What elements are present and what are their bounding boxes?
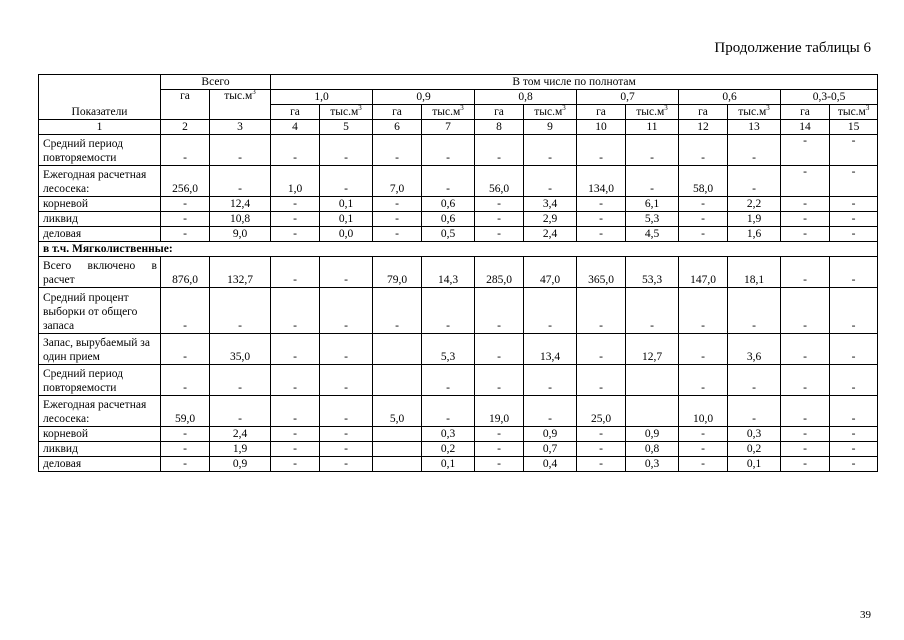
table-cell: - xyxy=(161,212,210,227)
table-cell: 134,0 xyxy=(577,166,626,197)
table-cell: - xyxy=(271,227,320,242)
table-cell: 0,6 xyxy=(422,212,475,227)
table-cell: - xyxy=(781,334,830,365)
table-cell: - xyxy=(830,227,878,242)
table-cell: - xyxy=(728,135,781,166)
unit-ha-header: га xyxy=(781,105,830,120)
table-cell: 59,0 xyxy=(161,396,210,427)
table-cell: 2,4 xyxy=(524,227,577,242)
table-cell: - xyxy=(577,288,626,334)
indicators-header: Показатели xyxy=(39,75,161,120)
table-cell: - xyxy=(728,365,781,396)
table-cell: 2,9 xyxy=(524,212,577,227)
table-cell: - xyxy=(830,257,878,288)
density-header: 0,3-0,5 xyxy=(781,90,878,105)
table-cell: 256,0 xyxy=(161,166,210,197)
table-cell: - xyxy=(679,442,728,457)
table-row xyxy=(39,166,878,197)
table-cell: - xyxy=(830,288,878,334)
table-cell: - xyxy=(320,288,373,334)
unit-vol-header: $тыс.м^3$ xyxy=(830,105,878,120)
unit-vol-header: $тыс.м^3$ xyxy=(626,105,679,120)
table-cell: - xyxy=(626,135,679,166)
total-ha-header: га xyxy=(161,90,210,120)
table-cell: 2,2 xyxy=(728,197,781,212)
table-cell: 0,1 xyxy=(422,457,475,472)
table-cell: - xyxy=(210,365,271,396)
table-cell: - xyxy=(577,197,626,212)
row-label: ликвид xyxy=(39,442,161,457)
header-row-1 xyxy=(39,75,878,90)
table-cell: - xyxy=(577,334,626,365)
table-cell: 1,0 xyxy=(271,166,320,197)
table-cell: - xyxy=(161,365,210,396)
table-cell: - xyxy=(679,457,728,472)
column-number: 15 xyxy=(830,120,878,135)
table-cell: 5,0 xyxy=(373,396,422,427)
table-cell: - xyxy=(781,197,830,212)
row-label: Ежегодная расчетная лесосека: xyxy=(39,166,161,197)
table-cell: - xyxy=(422,135,475,166)
table-caption: Продолжение таблицы 6 xyxy=(714,40,871,56)
table-cell: 25,0 xyxy=(577,396,626,427)
table-row xyxy=(39,212,878,227)
table-cell: 0,1 xyxy=(320,197,373,212)
table-cell: - xyxy=(577,227,626,242)
table-cell: - xyxy=(728,396,781,427)
table-cell: - xyxy=(373,197,422,212)
table-cell: 56,0 xyxy=(475,166,524,197)
table-row xyxy=(39,457,878,472)
row-label: Ежегодная расчетная лесосека: xyxy=(39,396,161,427)
table-cell: - xyxy=(781,457,830,472)
table-cell: - xyxy=(271,197,320,212)
table-cell: 285,0 xyxy=(475,257,524,288)
table-cell: - xyxy=(161,457,210,472)
table-cell: - xyxy=(577,365,626,396)
column-number: 9 xyxy=(524,120,577,135)
table-cell: - xyxy=(475,365,524,396)
table-cell: - xyxy=(320,365,373,396)
table-cell: - xyxy=(577,457,626,472)
column-number-row xyxy=(39,120,878,135)
table-row xyxy=(39,197,878,212)
row-label: Всего включено в расчет xyxy=(39,257,161,288)
table-cell: 12,7 xyxy=(626,334,679,365)
row-label: Средний процент выборки от общего запаса xyxy=(39,288,161,334)
table-cell: - xyxy=(781,166,830,197)
density-header: 0,8 xyxy=(475,90,577,105)
table-cell: - xyxy=(161,427,210,442)
table-cell: - xyxy=(728,166,781,197)
table-cell: 58,0 xyxy=(679,166,728,197)
table-cell: 876,0 xyxy=(161,257,210,288)
table-cell: 0,0 xyxy=(320,227,373,242)
table-cell: - xyxy=(271,288,320,334)
table-row xyxy=(39,288,878,334)
table-cell: - xyxy=(422,288,475,334)
table-cell: - xyxy=(271,396,320,427)
table-cell: 132,7 xyxy=(210,257,271,288)
table-cell: - xyxy=(161,288,210,334)
table-cell: - xyxy=(475,197,524,212)
table-cell: 0,7 xyxy=(524,442,577,457)
row-label: Средний период повторяемости xyxy=(39,135,161,166)
table-cell: - xyxy=(161,334,210,365)
table-cell: - xyxy=(781,396,830,427)
table-cell: 3,4 xyxy=(524,197,577,212)
table-cell: - xyxy=(679,365,728,396)
table-cell: 365,0 xyxy=(577,257,626,288)
table-cell: - xyxy=(422,166,475,197)
table-cell: - xyxy=(475,227,524,242)
column-number: 3 xyxy=(210,120,271,135)
table-cell: - xyxy=(524,365,577,396)
table-cell: - xyxy=(161,135,210,166)
table-cell xyxy=(626,365,679,396)
table-cell: 1,9 xyxy=(728,212,781,227)
table-cell: - xyxy=(577,442,626,457)
table-row xyxy=(39,396,878,427)
table-cell: 5,3 xyxy=(422,334,475,365)
unit-ha-header: га xyxy=(373,105,422,120)
table-row xyxy=(39,227,878,242)
table-cell: 13,4 xyxy=(524,334,577,365)
unit-vol-header: $тыс.м^3$ xyxy=(320,105,373,120)
unit-ha-header: га xyxy=(679,105,728,120)
table-cell: - xyxy=(320,427,373,442)
row-label: деловая xyxy=(39,457,161,472)
table-cell: 35,0 xyxy=(210,334,271,365)
table-cell: - xyxy=(210,166,271,197)
table-cell: - xyxy=(373,227,422,242)
table-row xyxy=(39,365,878,396)
table-cell: - xyxy=(475,427,524,442)
density-header: 0,9 xyxy=(373,90,475,105)
table-cell: - xyxy=(577,135,626,166)
table-cell: 6,1 xyxy=(626,197,679,212)
table-cell: - xyxy=(679,227,728,242)
table-cell: - xyxy=(320,257,373,288)
table-cell: - xyxy=(830,197,878,212)
table-row xyxy=(39,427,878,442)
total-header: Всего xyxy=(161,75,271,90)
table-cell: - xyxy=(781,442,830,457)
table-cell: - xyxy=(320,166,373,197)
column-number: 8 xyxy=(475,120,524,135)
table-cell: 0,1 xyxy=(728,457,781,472)
table-cell: - xyxy=(422,396,475,427)
unit-vol-header: $тыс.м^3$ xyxy=(728,105,781,120)
table-cell: - xyxy=(161,227,210,242)
table-cell: - xyxy=(271,135,320,166)
table-cell: - xyxy=(577,427,626,442)
section-title: в т.ч. Мягколиственные: xyxy=(39,242,878,257)
header-row-2 xyxy=(39,90,878,105)
table-cell: - xyxy=(679,288,728,334)
row-label: ликвид xyxy=(39,212,161,227)
table-cell: - xyxy=(422,365,475,396)
table-cell: - xyxy=(679,427,728,442)
total-vol-header: $тыс.м^3$ xyxy=(210,90,271,120)
table-cell: - xyxy=(320,135,373,166)
table-cell: - xyxy=(830,396,878,427)
density-header: 0,7 xyxy=(577,90,679,105)
table-cell: - xyxy=(577,212,626,227)
table-cell xyxy=(373,427,422,442)
section-row xyxy=(39,242,878,257)
table-cell: 2,4 xyxy=(210,427,271,442)
table-cell xyxy=(373,442,422,457)
table-cell: 0,9 xyxy=(210,457,271,472)
table-cell: 18,1 xyxy=(728,257,781,288)
table-cell: - xyxy=(524,135,577,166)
table-cell: - xyxy=(210,288,271,334)
table-cell: - xyxy=(728,288,781,334)
table-cell: - xyxy=(161,197,210,212)
table-cell: - xyxy=(679,334,728,365)
column-number: 14 xyxy=(781,120,830,135)
table-cell: - xyxy=(781,227,830,242)
column-number: 2 xyxy=(161,120,210,135)
table-cell: - xyxy=(679,197,728,212)
table-cell: - xyxy=(271,427,320,442)
table-cell: - xyxy=(781,427,830,442)
density-header: 1,0 xyxy=(271,90,373,105)
table-cell: 10,0 xyxy=(679,396,728,427)
table-cell: 147,0 xyxy=(679,257,728,288)
table-cell: - xyxy=(475,457,524,472)
table-cell: 79,0 xyxy=(373,257,422,288)
table-cell: 10,8 xyxy=(210,212,271,227)
table-row xyxy=(39,135,878,166)
row-label: Запас, вырубаемый за один прием xyxy=(39,334,161,365)
table-cell xyxy=(626,396,679,427)
table-cell: - xyxy=(320,442,373,457)
unit-vol-header: $тыс.м^3$ xyxy=(422,105,475,120)
data-table xyxy=(38,74,878,472)
column-number: 11 xyxy=(626,120,679,135)
table-cell: - xyxy=(524,396,577,427)
table-cell: 0,2 xyxy=(422,442,475,457)
table-cell: - xyxy=(830,135,878,166)
unit-ha-header: га xyxy=(475,105,524,120)
table-cell: 47,0 xyxy=(524,257,577,288)
table-cell: - xyxy=(271,365,320,396)
row-label: корневой xyxy=(39,197,161,212)
unit-ha-header: га xyxy=(577,105,626,120)
column-number: 6 xyxy=(373,120,422,135)
table-cell: 3,6 xyxy=(728,334,781,365)
table-cell: - xyxy=(271,257,320,288)
table-cell: - xyxy=(373,212,422,227)
table-cell: 4,5 xyxy=(626,227,679,242)
table-cell: - xyxy=(320,457,373,472)
table-cell: 12,4 xyxy=(210,197,271,212)
column-number: 5 xyxy=(320,120,373,135)
table-cell xyxy=(373,334,422,365)
table-cell: - xyxy=(271,212,320,227)
table-cell: - xyxy=(830,365,878,396)
table-row xyxy=(39,257,878,288)
table-cell: 14,3 xyxy=(422,257,475,288)
table-cell: 0,8 xyxy=(626,442,679,457)
table-cell: - xyxy=(475,135,524,166)
table-cell: - xyxy=(781,257,830,288)
table-cell: 5,3 xyxy=(626,212,679,227)
table-cell: 0,9 xyxy=(524,427,577,442)
table-cell: 9,0 xyxy=(210,227,271,242)
table-cell: - xyxy=(781,212,830,227)
table-cell: - xyxy=(271,457,320,472)
column-number: 12 xyxy=(679,120,728,135)
table-cell xyxy=(373,457,422,472)
table-cell: 7,0 xyxy=(373,166,422,197)
table-cell: - xyxy=(320,396,373,427)
table-cell: - xyxy=(830,442,878,457)
table-cell: 0,9 xyxy=(626,427,679,442)
table-cell: - xyxy=(161,442,210,457)
table-cell: 1,6 xyxy=(728,227,781,242)
table-cell: - xyxy=(830,166,878,197)
table-cell: 1,9 xyxy=(210,442,271,457)
table-cell: 0,5 xyxy=(422,227,475,242)
table-cell: - xyxy=(320,334,373,365)
column-number: 1 xyxy=(39,120,161,135)
table-cell: 53,3 xyxy=(626,257,679,288)
table-cell: 0,6 xyxy=(422,197,475,212)
unit-ha-header: га xyxy=(271,105,320,120)
table-cell: - xyxy=(781,135,830,166)
table-row xyxy=(39,334,878,365)
table-cell: - xyxy=(475,442,524,457)
table-cell: - xyxy=(210,135,271,166)
table-cell: - xyxy=(475,212,524,227)
table-cell: 0,3 xyxy=(422,427,475,442)
table-cell xyxy=(373,365,422,396)
table-cell: - xyxy=(210,396,271,427)
table-cell: 0,2 xyxy=(728,442,781,457)
table-cell: - xyxy=(830,427,878,442)
column-number: 10 xyxy=(577,120,626,135)
page-number: 39 xyxy=(860,609,871,621)
table-cell: - xyxy=(626,288,679,334)
unit-vol-header: $тыс.м^3$ xyxy=(524,105,577,120)
table-cell: - xyxy=(830,212,878,227)
table-cell: - xyxy=(524,166,577,197)
table-cell: - xyxy=(679,212,728,227)
table-row xyxy=(39,442,878,457)
table-cell: 0,1 xyxy=(320,212,373,227)
table-cell: 0,3 xyxy=(728,427,781,442)
column-number: 4 xyxy=(271,120,320,135)
table-cell: - xyxy=(475,334,524,365)
table-cell: - xyxy=(830,334,878,365)
row-label: Средний период повторяемости xyxy=(39,365,161,396)
density-header: 0,6 xyxy=(679,90,781,105)
row-label: деловая xyxy=(39,227,161,242)
table-cell: - xyxy=(626,166,679,197)
table-cell: - xyxy=(475,288,524,334)
by-density-header: В том числе по полнотам xyxy=(271,75,878,90)
column-number: 7 xyxy=(422,120,475,135)
table-cell: - xyxy=(373,135,422,166)
table-cell: - xyxy=(271,442,320,457)
table-cell: 0,3 xyxy=(626,457,679,472)
table-cell: - xyxy=(373,288,422,334)
row-label: корневой xyxy=(39,427,161,442)
table-cell: - xyxy=(271,334,320,365)
table-cell: 19,0 xyxy=(475,396,524,427)
table-cell: - xyxy=(679,135,728,166)
table-cell: - xyxy=(781,288,830,334)
column-number: 13 xyxy=(728,120,781,135)
table-cell: - xyxy=(524,288,577,334)
table-cell: 0,4 xyxy=(524,457,577,472)
table-cell: - xyxy=(830,457,878,472)
table-cell: - xyxy=(781,365,830,396)
